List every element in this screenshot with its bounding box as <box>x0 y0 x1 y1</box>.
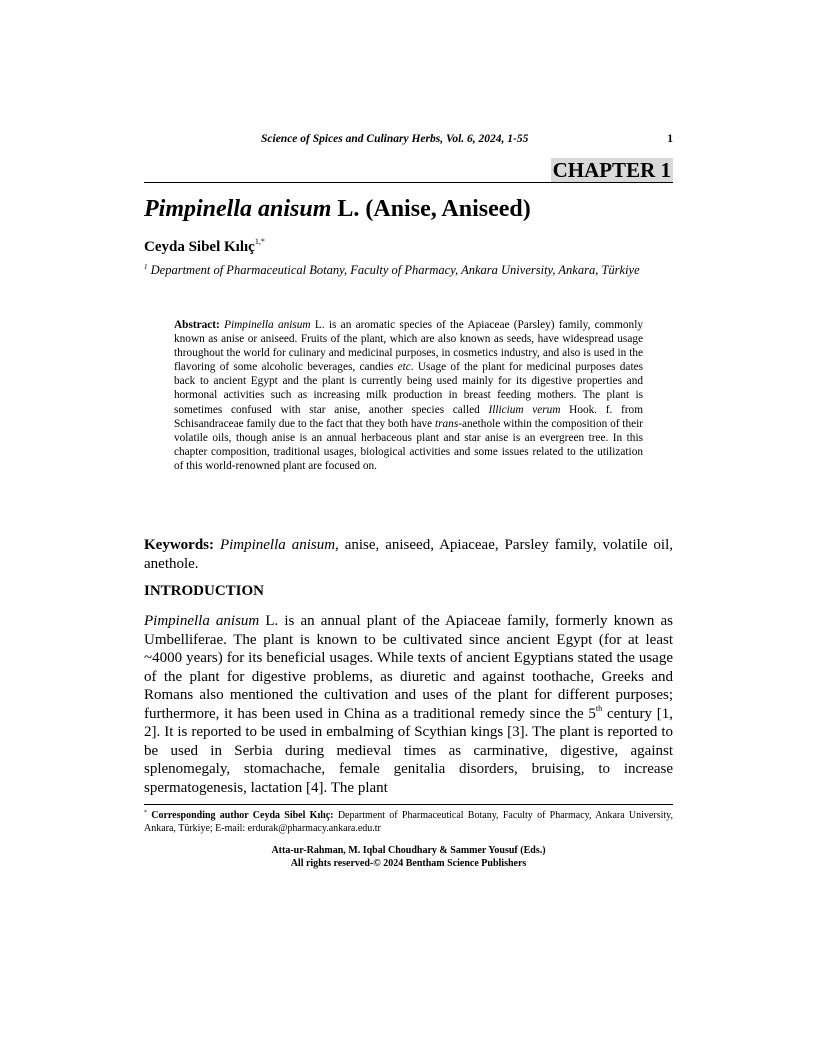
author-name: Ceyda Sibel Kılıç <box>144 239 255 255</box>
footnote-label: Corresponding author Ceyda Sibel Kılıç: <box>147 810 334 821</box>
footnote-rule <box>144 804 673 805</box>
intro-text-2: century [1, 2]. It is reported to be used in embalming of Scythian kings [3]. The plant is reported to be used in Serbia during medieval times as carminative, digestive, against splenomegaly, stomachache, female genitalia disorders, bruising, to increase spermatogenesis, lactation [4]. The plant <box>144 705 673 796</box>
publisher-editors: Atta-ur-Rahman, M. Iqbal Choudhary & Sammer Yousuf (Eds.) <box>271 845 546 856</box>
abstract-etc: etc <box>397 361 411 374</box>
chapter-rule <box>144 182 673 183</box>
abstract-text-1: L. is an aromatic species of the Apiaceae (Parsley) family, commonly known as anise or aniseed. Fruits of the plant, which are also known as seeds, have widespread usage throughout the world for culinary and medicinal purposes, in cosmetics industry, and also is used in the flavoring of some alcoholic beverages, candies <box>174 319 643 374</box>
abstract-trans: trans <box>434 417 459 430</box>
article-title <box>144 196 531 223</box>
author-line <box>144 237 265 256</box>
introduction-body <box>144 612 673 797</box>
title-species: Pimpinella anisum <box>144 196 332 222</box>
footnote-mark: * <box>144 810 147 816</box>
intro-text-1: L. is an annual plant of the Apiaceae family, formerly known as Umbelliferae. The plant is known to be cultivated since ancient Egypt (for at least ~4000 years) for its beneficial usages. While texts of ancient Egyptians stated the usage of the plant for digestive problems, as diuretic and against toothache, Greeks and Romans also mentioned the cultivation and uses of the plant for different purposes; furthermore, it has been used in China as a traditional remedy since the 5 <box>144 613 673 722</box>
title-rest: L. (Anise, Aniseed) <box>331 196 531 222</box>
keywords-species: Pimpinella anisum <box>219 537 336 553</box>
abstract-text-3: Hook. f. from Schisandraceae family due to the fact that they both have <box>174 403 643 430</box>
author-marks: 1,* <box>254 237 265 246</box>
intro-species: Pimpinella anisum <box>144 613 260 629</box>
keywords-text: , anise, aniseed, Apiaceae, Parsley family, volatile oil, anethole. <box>144 537 674 572</box>
abstract-text-2: . Usage of the plant for medicinal purposes dates back to ancient Egypt and the plant is currently being used mainly for its digestive properties and hormonal activities such as increasing milk production in breast feeding mothers. The plant is sometimes confused with star anise, another species called <box>174 361 643 416</box>
abstract-species-2: Illicium verum <box>488 403 561 416</box>
intro-superscript: th <box>595 703 603 713</box>
introduction-heading: INTRODUCTION <box>144 583 265 599</box>
journal-citation: Science of Spices and Culinary Herbs, Vol. 6, 2024, 1-55 <box>261 133 529 145</box>
keywords <box>144 536 673 573</box>
publisher-rights: All rights reserved-© 2024 Bentham Science Publishers <box>290 857 527 869</box>
affiliation <box>144 260 673 278</box>
publisher-info <box>144 845 673 870</box>
footnote-text: Department of Pharmaceutical Botany, Faculty of Pharmacy, Ankara University, Ankara, Türkiye; E-mail: erdurak@pharmacy.ankara.edu.tr <box>144 810 673 834</box>
page-number: 1 <box>667 133 673 145</box>
affiliation-text: Department of Pharmaceutical Botany, Faculty of Pharmacy, Ankara University, Ankara, Türkiye <box>147 263 640 277</box>
abstract-text-4: -anethole within the composition of their volatile oils, though anise is an annual herbaceous plant and star anise is an evergreen tree. In this chapter composition, traditional usages, biological activities and some issues related to the utilization of this world-renowned plant are focused on. <box>174 417 644 472</box>
abstract-label: Abstract: <box>174 319 220 331</box>
abstract <box>174 318 643 473</box>
affiliation-mark: 1 <box>144 263 148 271</box>
abstract-species: Pimpinella anisum <box>224 319 311 331</box>
chapter-label: CHAPTER 1 <box>552 158 671 182</box>
footnote <box>144 807 673 835</box>
keywords-label: Keywords: <box>144 537 214 553</box>
